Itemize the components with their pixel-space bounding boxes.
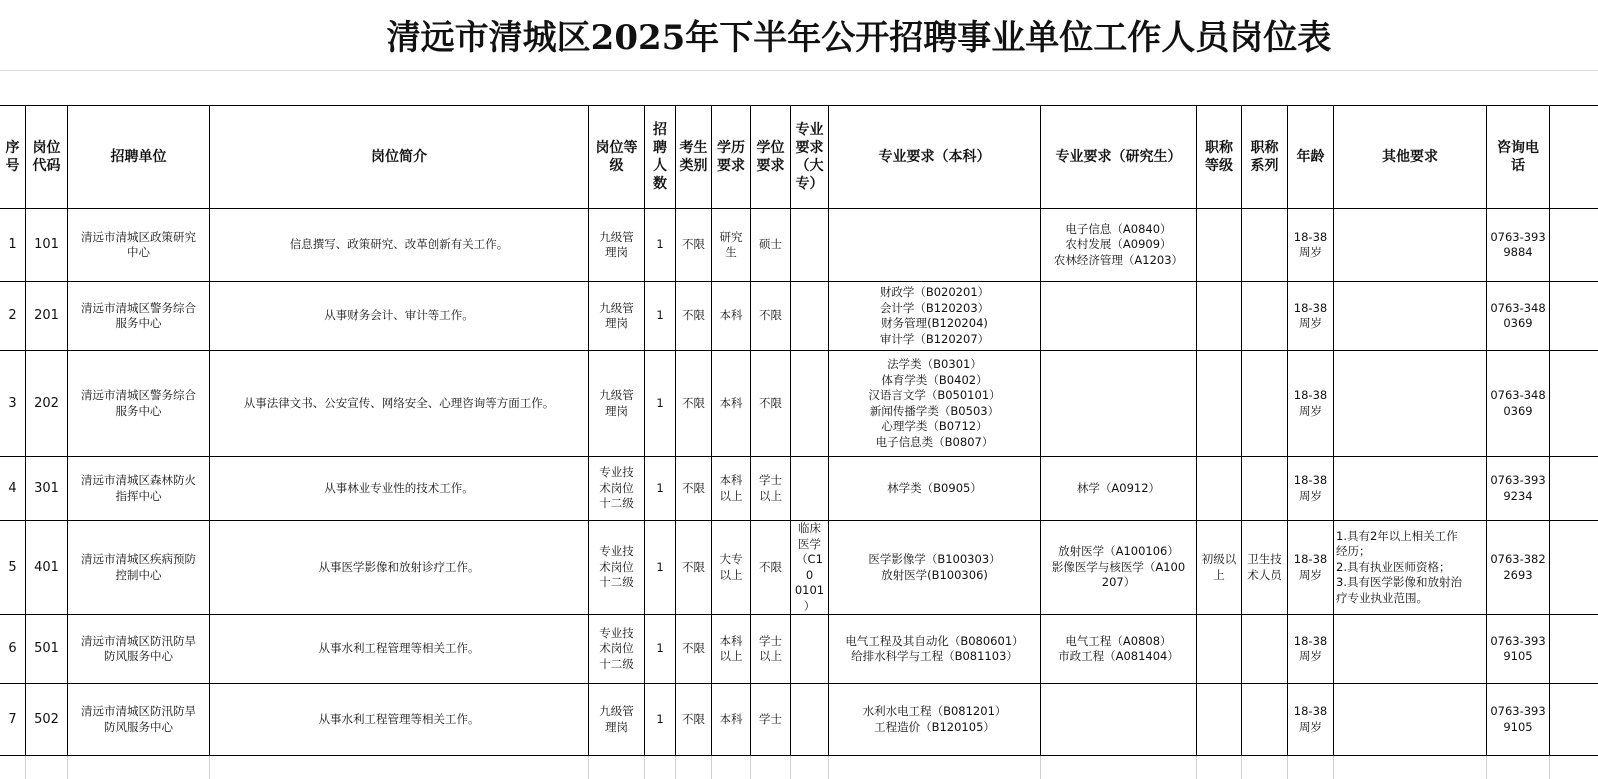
table-row — [0, 521, 1598, 615]
cell-title-level — [1197, 457, 1242, 521]
table-row — [0, 615, 1598, 684]
cell-degree: 不限 — [751, 282, 791, 351]
cell-seq: 1 — [0, 209, 26, 282]
cell-other — [1334, 615, 1487, 684]
cell-major-college: 临床 医学 （C10 0101 ） — [791, 521, 829, 615]
blank-cell — [1041, 756, 1197, 779]
cell-unit: 清远市清城区政策研究 中心 — [68, 209, 210, 282]
cell-seq: 7 — [0, 684, 26, 756]
cell-major-bachelor: 水利水电工程（B081201） 工程造价（B120105） — [829, 684, 1041, 756]
cell-type: 不限 — [676, 521, 712, 615]
cell-age: 18-38 周岁 — [1288, 209, 1334, 282]
header-major-bachelor: 专业要求（本科） — [829, 106, 1041, 209]
blank-cell — [1197, 756, 1242, 779]
cell-major-bachelor: 林学类（B0905） — [829, 457, 1041, 521]
blank-cell — [751, 756, 791, 779]
cell-code: 101 — [26, 209, 68, 282]
cell-major-graduate — [1041, 684, 1197, 756]
cell-type: 不限 — [676, 282, 712, 351]
cell-phone: 0763-393 9105 — [1487, 684, 1550, 756]
cell-grade: 九级管 理岗 — [589, 684, 645, 756]
cell-major-graduate: 电气工程（A0808） 市政工程（A081404） — [1041, 615, 1197, 684]
page-title — [0, 12, 1598, 64]
cell-title-level — [1197, 684, 1242, 756]
table-row — [0, 209, 1598, 282]
table-row — [0, 684, 1598, 756]
cell-title-series — [1242, 684, 1288, 756]
cell-phone: 0763-393 9105 — [1487, 615, 1550, 684]
cell-title-level — [1197, 282, 1242, 351]
cell-age: 18-38 周岁 — [1288, 615, 1334, 684]
cell-type: 不限 — [676, 209, 712, 282]
cell-grade: 专业技 术岗位 十二级 — [589, 457, 645, 521]
table-row — [0, 282, 1598, 351]
cell-title-series: 卫生技 术人员 — [1242, 521, 1288, 615]
cell-grade: 九级管 理岗 — [589, 282, 645, 351]
header-edu: 学历 要求 — [712, 106, 751, 209]
cell-count: 1 — [645, 282, 676, 351]
cell-unit: 清远市清城区森林防火 指挥中心 — [68, 457, 210, 521]
cell-age: 18-38 周岁 — [1288, 457, 1334, 521]
cell-degree: 学士 以上 — [751, 615, 791, 684]
cell-seq: 5 — [0, 521, 26, 615]
blank-cell — [1288, 756, 1334, 779]
blank-cell — [1242, 756, 1288, 779]
cell-grade: 九级管 理岗 — [589, 209, 645, 282]
blank-cell — [645, 756, 676, 779]
cell-other — [1334, 209, 1487, 282]
cell-major-college — [791, 209, 829, 282]
cell-major-bachelor — [829, 209, 1041, 282]
cell-seq: 4 — [0, 457, 26, 521]
cell-edu: 本科 以上 — [712, 615, 751, 684]
cell-intro: 信息撰写、政策研究、改革创新有关工作。 — [210, 209, 589, 282]
cell-intro: 从事水利工程管理等相关工作。 — [210, 684, 589, 756]
cell-major-graduate: 电子信息（A0840） 农村发展（A0909） 农林经济管理（A1203） — [1041, 209, 1197, 282]
header-extra — [1550, 106, 1598, 209]
cell-unit: 清远市清城区警务综合 服务中心 — [68, 351, 210, 457]
cell-major-bachelor: 财政学（B020201） 会计学（B120203） 财务管理(B120204) 审计学（B120207） — [829, 282, 1041, 351]
cell-unit: 清远市清城区防汛防旱 防风服务中心 — [68, 615, 210, 684]
sheet-gridline — [0, 70, 1598, 71]
cell-title-series — [1242, 457, 1288, 521]
blank-cell — [712, 756, 751, 779]
cell-title-series — [1242, 351, 1288, 457]
cell-phone: 0763-348 0369 — [1487, 282, 1550, 351]
cell-count: 1 — [645, 521, 676, 615]
blank-cell — [1550, 756, 1598, 779]
table-row — [0, 351, 1598, 457]
cell-title-series — [1242, 209, 1288, 282]
cell-seq: 3 — [0, 351, 26, 457]
cell-extra — [1550, 282, 1598, 351]
cell-age: 18-38 周岁 — [1288, 351, 1334, 457]
cell-major-college — [791, 351, 829, 457]
cell-title-series — [1242, 615, 1288, 684]
cell-phone: 0763-393 9234 — [1487, 457, 1550, 521]
cell-intro: 从事法律文书、公安宣传、网络安全、心理咨询等方面工作。 — [210, 351, 589, 457]
cell-count: 1 — [645, 684, 676, 756]
header-degree: 学位 要求 — [751, 106, 791, 209]
job-table — [0, 105, 1598, 779]
cell-age: 18-38 周岁 — [1288, 684, 1334, 756]
header-major-graduate: 专业要求（研究生） — [1041, 106, 1197, 209]
cell-code: 401 — [26, 521, 68, 615]
cell-count: 1 — [645, 615, 676, 684]
cell-major-college — [791, 684, 829, 756]
cell-count: 1 — [645, 457, 676, 521]
cell-edu: 本科 — [712, 282, 751, 351]
job-rows — [0, 209, 1598, 756]
header-other: 其他要求 — [1334, 106, 1487, 209]
header-code: 岗位 代码 — [26, 106, 68, 209]
cell-edu: 本科 以上 — [712, 457, 751, 521]
cell-intro: 从事财务会计、审计等工作。 — [210, 282, 589, 351]
blank-cell — [68, 756, 210, 779]
cell-extra — [1550, 457, 1598, 521]
cell-unit: 清远市清城区警务综合 服务中心 — [68, 282, 210, 351]
cell-edu: 本科 — [712, 351, 751, 457]
cell-unit: 清远市清城区防汛防旱 防风服务中心 — [68, 684, 210, 756]
blank-cell — [589, 756, 645, 779]
cell-type: 不限 — [676, 684, 712, 756]
cell-code: 201 — [26, 282, 68, 351]
cell-title-level — [1197, 615, 1242, 684]
cell-intro: 从事水利工程管理等相关工作。 — [210, 615, 589, 684]
cell-other: 1.具有2年以上相关工作 经历； 2.具有执业医师资格； 3.具有医学影像和放射治 疗专业执业范围。 — [1334, 521, 1487, 615]
header-type: 考生 类别 — [676, 106, 712, 209]
cell-unit: 清远市清城区疾病预防 控制中心 — [68, 521, 210, 615]
cell-degree: 学士 以上 — [751, 457, 791, 521]
cell-other — [1334, 457, 1487, 521]
header-title-series: 职称 系列 — [1242, 106, 1288, 209]
cell-phone: 0763-382 2693 — [1487, 521, 1550, 615]
cell-edu: 本科 — [712, 684, 751, 756]
header-seq: 序 号 — [0, 106, 26, 209]
cell-major-college — [791, 615, 829, 684]
cell-degree: 硕士 — [751, 209, 791, 282]
table-row — [0, 457, 1598, 521]
header-phone: 咨询电 话 — [1487, 106, 1550, 209]
blank-cell — [1487, 756, 1550, 779]
cell-type: 不限 — [676, 615, 712, 684]
cell-major-college — [791, 457, 829, 521]
cell-extra — [1550, 351, 1598, 457]
cell-intro: 从事林业专业性的技术工作。 — [210, 457, 589, 521]
cell-age: 18-38 周岁 — [1288, 521, 1334, 615]
cell-title-level — [1197, 351, 1242, 457]
cell-degree: 学士 — [751, 684, 791, 756]
cell-age: 18-38 周岁 — [1288, 282, 1334, 351]
cell-major-graduate — [1041, 351, 1197, 457]
cell-extra — [1550, 209, 1598, 282]
cell-title-level — [1197, 209, 1242, 282]
cell-count: 1 — [645, 351, 676, 457]
blank-cell — [829, 756, 1041, 779]
cell-intro: 从事医学影像和放射诊疗工作。 — [210, 521, 589, 615]
cell-other — [1334, 684, 1487, 756]
header-age: 年龄 — [1288, 106, 1334, 209]
cell-extra — [1550, 521, 1598, 615]
cell-title-level: 初级以 上 — [1197, 521, 1242, 615]
cell-title-series — [1242, 282, 1288, 351]
blank-cell — [791, 756, 829, 779]
header-intro: 岗位简介 — [210, 106, 589, 209]
cell-type: 不限 — [676, 351, 712, 457]
cell-other — [1334, 351, 1487, 457]
cell-major-graduate — [1041, 282, 1197, 351]
cell-major-graduate: 林学（A0912） — [1041, 457, 1197, 521]
header-major-college: 专业 要求 （大 专） — [791, 106, 829, 209]
cell-major-bachelor: 医学影像学（B100303） 放射医学(B100306) — [829, 521, 1041, 615]
cell-degree: 不限 — [751, 521, 791, 615]
cell-edu: 研究 生 — [712, 209, 751, 282]
cell-code: 502 — [26, 684, 68, 756]
cell-count: 1 — [645, 209, 676, 282]
cell-edu: 大专 以上 — [712, 521, 751, 615]
blank-cell — [676, 756, 712, 779]
cell-type: 不限 — [676, 457, 712, 521]
cell-seq: 2 — [0, 282, 26, 351]
cell-seq: 6 — [0, 615, 26, 684]
header-unit: 招聘单位 — [68, 106, 210, 209]
cell-extra — [1550, 615, 1598, 684]
cell-major-bachelor: 法学类（B0301） 体育学类（B0402） 汉语言文学（B050101） 新闻传播学类（B0503） 心理学类（B0712） 电子信息类（B0807） — [829, 351, 1041, 457]
header-title-level: 职称 等级 — [1197, 106, 1242, 209]
cell-grade: 专业技 术岗位 十二级 — [589, 521, 645, 615]
header-count: 招 聘 人 数 — [645, 106, 676, 209]
page-title-text: 清远市清城区2025年下半年公开招聘事业单位工作人员岗位表 — [386, 18, 1332, 58]
blank-cell — [26, 756, 68, 779]
cell-grade: 专业技 术岗位 十二级 — [589, 615, 645, 684]
cell-code: 202 — [26, 351, 68, 457]
cell-major-college — [791, 282, 829, 351]
cell-major-graduate: 放射医学（A100106） 影像医学与核医学（A100 207） — [1041, 521, 1197, 615]
cell-phone: 0763-348 0369 — [1487, 351, 1550, 457]
job-table-container — [0, 105, 1598, 779]
cell-major-bachelor: 电气工程及其自动化（B080601） 给排水科学与工程（B081103） — [829, 615, 1041, 684]
cell-grade: 九级管 理岗 — [589, 351, 645, 457]
blank-cell — [1334, 756, 1487, 779]
cell-code: 301 — [26, 457, 68, 521]
cell-extra — [1550, 684, 1598, 756]
cell-code: 501 — [26, 615, 68, 684]
blank-cell — [210, 756, 589, 779]
blank-cell — [0, 756, 26, 779]
cell-degree: 不限 — [751, 351, 791, 457]
table-blank-row — [0, 756, 1598, 779]
cell-other — [1334, 282, 1487, 351]
table-header-row — [0, 106, 1598, 209]
cell-phone: 0763-393 9884 — [1487, 209, 1550, 282]
header-grade: 岗位等 级 — [589, 106, 645, 209]
